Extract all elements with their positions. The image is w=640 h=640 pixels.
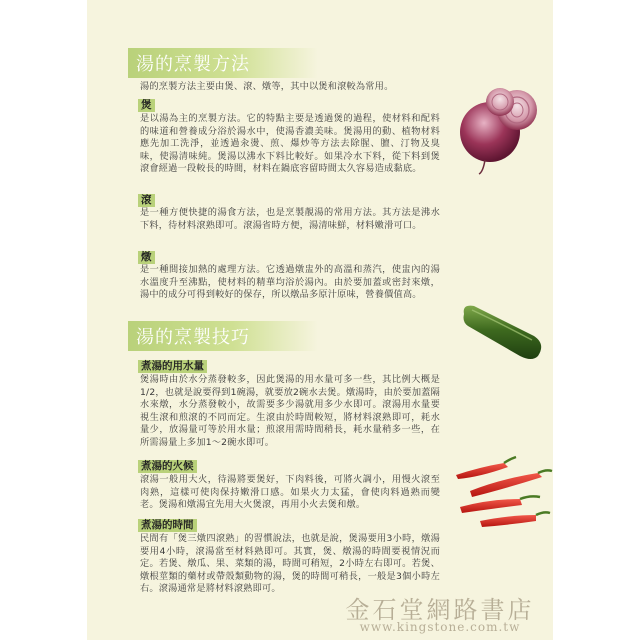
red-onion-illustration — [455, 80, 550, 175]
red-chili-peppers-illustration — [450, 455, 555, 535]
paragraph-gun: 是一種方便快捷的湯食方法，也是烹製靚湯的常用方法。其方法是沸水下料，待材料滾熟即可。滾湯省時方便，湯清味鮮，材料嫩滑可口。 — [140, 207, 440, 231]
cucumber-illustration — [458, 300, 548, 366]
subheading-heat: 煮湯的火候 — [138, 460, 197, 473]
subheading-dun: 燉 — [138, 251, 155, 264]
section-title: 湯的烹製技巧 — [136, 327, 250, 348]
subheading-bao: 煲 — [138, 99, 155, 112]
subheading-time: 煮湯的時間 — [138, 519, 197, 532]
paragraph-dun: 是一種間接加熱的處理方法。它透過燉盅外的高溫和蒸汽，使盅內的湯水溫度升至沸點，使材料的精華均浴於湯內。由於要加蓋或密封來燉，湯中的成分可得到較好的保存，所以燉品多原汁原味，營養價值高。 — [140, 264, 440, 301]
section-header-techniques — [128, 321, 318, 351]
paragraph-water: 煲湯時由於水分蒸發較多，因此煲湯的用水量可多一些，其比例大概是1/2，也就是說要得到1碗湯，就要放2碗水去煲。燉湯時，由於要加蓋隔水來燉，水分蒸發較小，故需要多少湯就用多少水即可。滾湯用水量要視生滾和煎滾的不同而定。生滾由於時間較短，將材料滾熟即可，耗水量少，放湯量可等於用水量；煎滾用需時間稍長，耗水量稍多一些，在所需湯量上多加1～2碗水即可。 — [140, 374, 440, 448]
paragraph-bao: 是以湯為主的烹製方法。它的特點主要是透過煲的過程，使材料和配料的味道和營養成分浴於湯水中，使湯香濃美味。煲湯用的動、植物材料應先加工洗淨，並透過汆燙、煎、爆炒等方法去除腥、膻、汀物及臭味，使湯清味純。煲湯以沸水下料比較好。如果冷水下料，從下料到煲滾會經過一段較長的時間，材料在鍋底容留時間太久容易造成黏底。 — [140, 113, 440, 175]
store-watermark: 金石堂網路書店 — [345, 596, 535, 624]
section-title: 湯的烹製方法 — [136, 54, 250, 75]
section-header-methods — [128, 48, 318, 78]
subheading-gun: 滾 — [138, 194, 155, 207]
store-url-watermark: www.kingstone.com.tw — [359, 620, 521, 634]
paragraph-heat: 滾湯一般用大火，待湯將要煲好，下肉料後，可將火調小，用慢火滾至肉熟，這樣可使肉保持嫩滑口感。如果火力太猛，會使肉料過熟而變老。煲湯和燉湯宜先用大火煲滾，再用小火去煲和燉。 — [140, 474, 440, 511]
intro-text: 湯的烹製方法主要由煲、滾、燉等，其中以煲和滾較為常用。 — [140, 81, 394, 92]
subheading-water: 煮湯的用水量 — [138, 360, 207, 373]
paragraph-time: 民間有「煲三燉四滾熟」的習慣說法，也就是說，煲湯要用3小時，燉湯要用4小時，滾湯當至材料熟即可。其實，煲、燉湯的時間要視情況而定。若煲、燉瓜、果、菜類的湯，時間可稍短，2小時左右即可。若煲、燉根莖類的藥材或帶殼類動物的湯，煲的時間可稍長，一般是3個小時左右。滾湯通常是將材料滾熟即可。 — [140, 533, 440, 595]
